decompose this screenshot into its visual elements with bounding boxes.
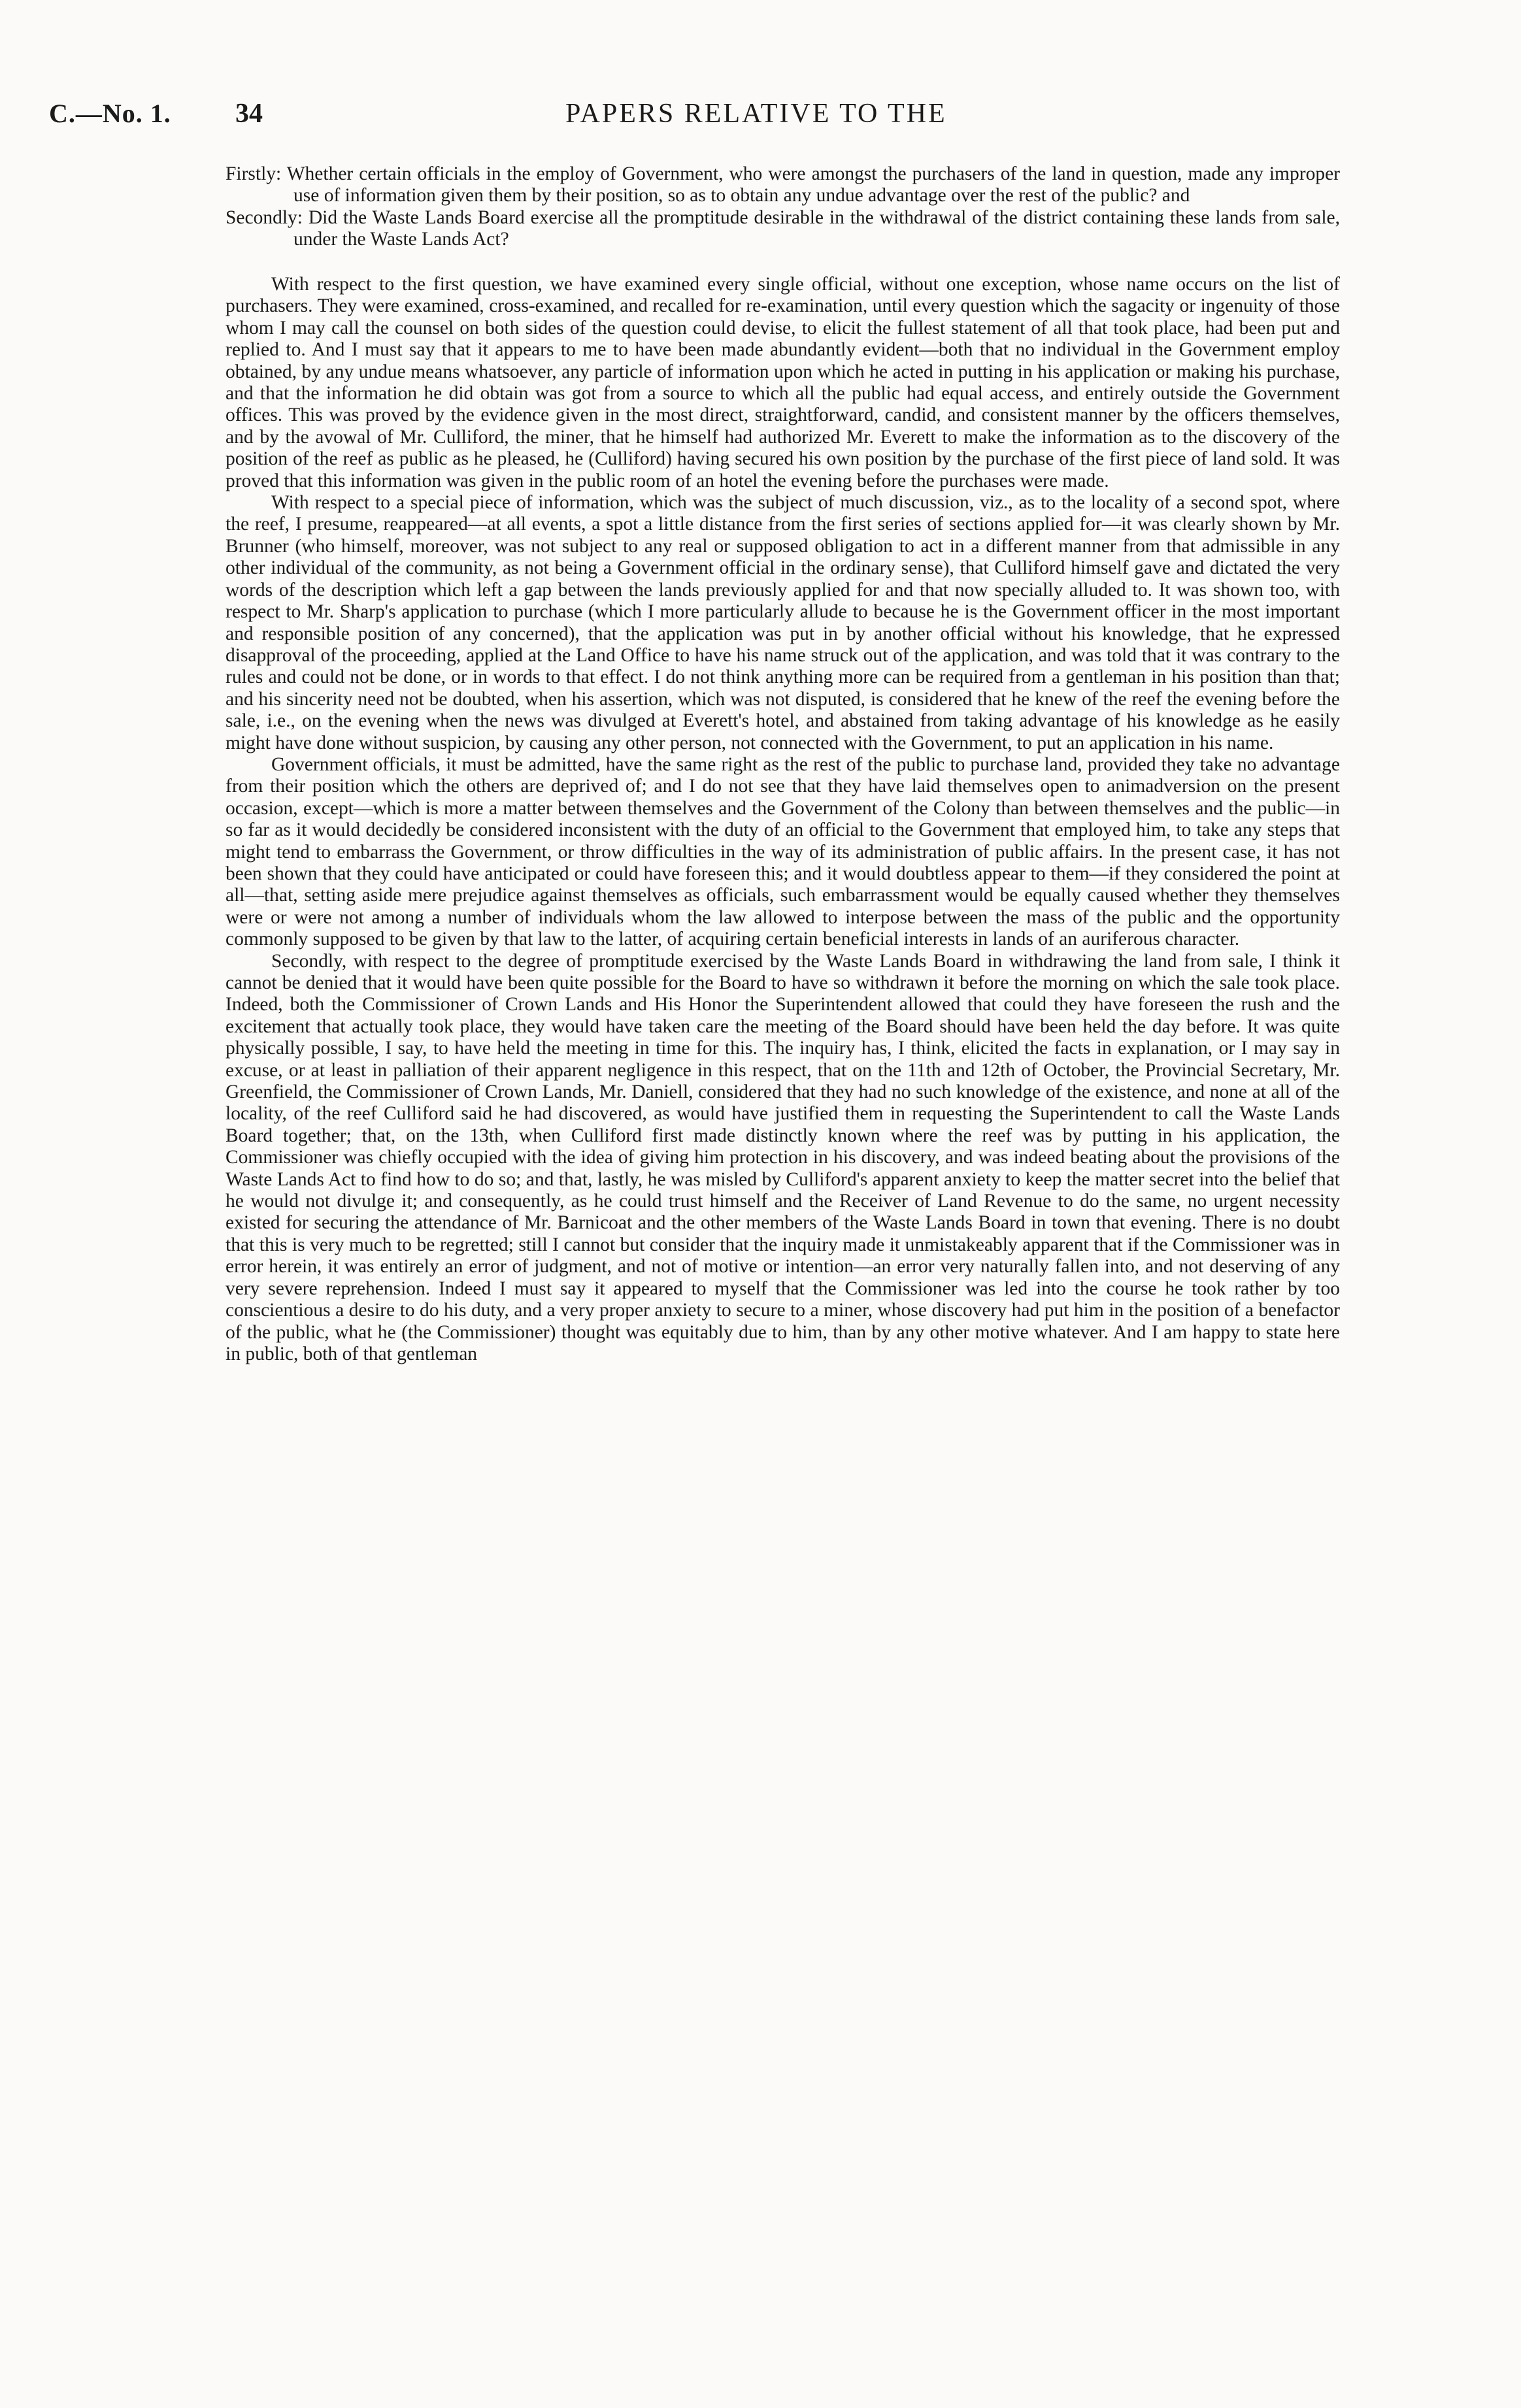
paragraph: With respect to a special piece of information, which was the subject of much discussion, viz., as to the locality of a second spot, where the reef, I presume, reappeared—at all events, a spot a little distance from the first series of sections applied for—it was clearly shown by Mr. Brunner (who himself, moreover, was not subject to any real or supposed obligation to act in a different manner from that admissible in any other individual of the community, as not being a Government official in the ordinary sense), that Culliford himself gave and dictated the very words of the description which left a gap between the lands previously applied for and that now specially alluded to. It was shown too, with respect to Mr. Sharp's application to purchase (which I more particularly allude to because he is the Government officer in the most important and responsible position of any concerned), that the application was put in by another official without his knowledge, that he expressed disapproval of the proceeding, applied at the Land Office to have his name struck out of the application, and was told that it was contrary to the rules and could not be done, or in words to that effect. I do not think anything more can be required from a gentleman in his position than that; and his sincerity need not be doubted, when his assertion, which was not disputed, is considered that he knew of the reef the evening before the sale, i.e., on the evening when the news was divulged at Everett's hotel, and abstained from taking advantage of his knowledge as he easily might have done without suspicion, by causing any other person, not connected with the Government, to put an application in his name. [226, 492, 1340, 753]
paragraph: With respect to the first question, we have examined every single official, without one exception, whose name occurs on the list of purchasers. They were examined, cross-examined, and recalled for re-examination, until every question which the sagacity or ingenuity of those whom I may call the counsel on both sides of the question could devise, to elicit the fullest statement of all that took place, had been put and replied to. And I must say that it appears to me to have been made abundantly evident—both that no individual in the Government employ obtained, by any undue means whatsoever, any particle of information upon which he acted in putting in his application or making his purchase, and that the information he did obtain was got from a source to which all the public had equal access, and entirely outside the Government offices. This was proved by the evidence given in the most direct, straightforward, candid, and consistent manner by the officers themselves, and by the avowal of Mr. Culliford, the miner, that he himself had authorized Mr. Everett to make the information as to the discovery of the position of the reef as public as he pleased, he (Culliford) having secured his own position by the purchase of the first piece of land sold. It was proved that this information was given in the public room of an hotel the evening before the purchases were made. [226, 274, 1340, 491]
running-title: PAPERS RELATIVE TO THE [565, 99, 947, 129]
paragraph: Secondly, with respect to the degree of promptitude exercised by the Waste Lands Board in withdrawing the land from sale, I think it cannot be denied that it would have been quite possible for the Board to have so withdrawn it before the morning on which the sale took place. Indeed, both the Commissioner of Crown Lands and His Honor the Superintendent allowed that could they have foreseen the rush and the excitement that actually took place, they would have taken care the meeting of the Board should have been held the day before. It was quite physically possible, I say, to have held the meeting in time for this. The inquiry has, I think, elicited the facts in explanation, or I may say in excuse, or at least in palliation of their apparent negligence in this respect, that on the 11th and 12th of October, the Provincial Secretary, Mr. Greenfield, the Commissioner of Crown Lands, Mr. Daniell, considered that they had no such knowledge of the existence, and none at all of the locality, of the reef Culliford said he had discovered, as would have justified them in requesting the Superintendent to call the Waste Lands Board together; that, on the 13th, when Culliford first made distinctly known where the reef was by putting in his application, the Commissioner was chiefly occupied with the idea of giving him protection in his discovery, and was indeed beating about the provisions of the Waste Lands Act to find how to do so; and that, lastly, he was misled by Culliford's apparent anxiety to keep the matter secret into the belief that he would not divulge it; and consequently, as he could trust himself and the Receiver of Land Revenue to do the same, no urgent necessity existed for securing the attendance of Mr. Barnicoat and the other members of the Waste Lands Board in town that evening. There is no doubt that this is very much to be regretted; still I cannot but consider that the inquiry made it unmistakeably apparent that if the Commissioner was in error herein, it was entirely an error of judgment, and not of motive or intention—an error very naturally fallen into, and not deserving of any very severe reprehension. Indeed I must say it appeared to myself that the Commissioner was led into the course he took rather by too conscientious a desire to do his duty, and a very proper anxiety to secure to a miner, whose discovery had put him in the position of a benefactor of the public, what he (the Commissioner) thought was equitably due to him, than by any other motive whatever. And I am happy to state here in public, both of that gentleman [226, 950, 1340, 1364]
paragraph-firstly: Firstly: Whether certain officials in the employ of Government, who were amongst the purchasers of the land in question, made any improper use of information given them by their position, so as to obtain any undue advantage over the rest of the public? and [226, 163, 1340, 206]
paragraph-secondly: Secondly: Did the Waste Lands Board exercise all the promptitude desirable in the withdrawal of the district containing these lands from sale, under the Waste Lands Act? [226, 206, 1340, 250]
page-header [49, 98, 1356, 140]
body-text [226, 163, 1340, 251]
series-number: C.—No. 1. [49, 99, 171, 128]
body-text-main [226, 274, 1340, 1365]
paragraph: Government officials, it must be admitted, have the same right as the rest of the public to purchase land, provided they take no advantage from their position which the others are deprived of; and I do not see that they have laid themselves open to animadversion on the present occasion, except—which is more a matter between themselves and the Government of the Colony than between themselves and the public—in so far as it would decidedly be considered inconsistent with the duty of an official to the Government that employed him, to take any steps that might tend to embarrass the Government, or throw difficulties in the way of its administration of public affairs. In the present case, it has not been shown that they could have anticipated or could have foreseen this; and it would doubtless appear to them—if they considered the point at all—that, setting aside mere prejudice against themselves as officials, such embarrassment would be equally caused whether they themselves were or were not among a number of individuals whom the law allowed to interpose between the mass of the public and the opportunity commonly supposed to be given by that law to the latter, of acquiring certain beneficial interests in lands of an auriferous character. [226, 753, 1340, 950]
page [49, 98, 1356, 140]
page-number: 34 [235, 99, 263, 129]
